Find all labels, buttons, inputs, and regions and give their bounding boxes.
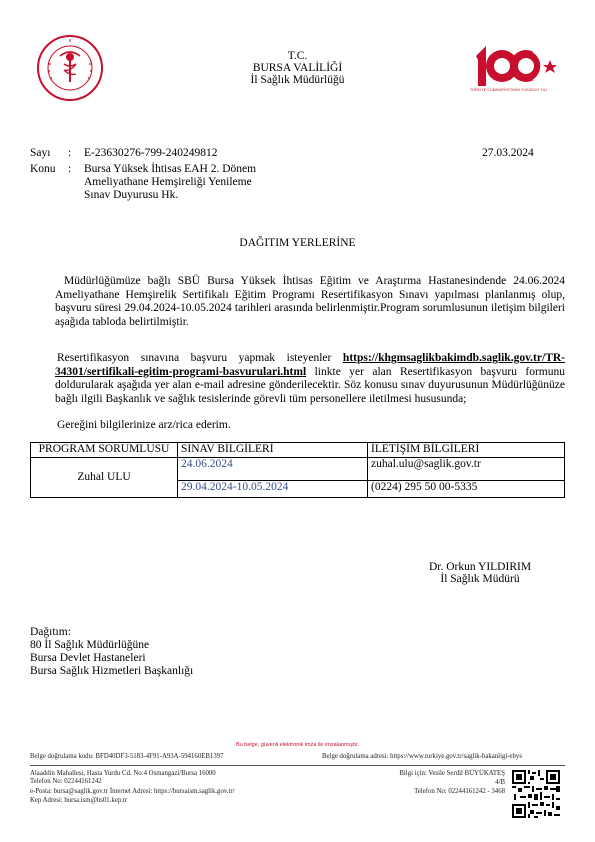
distribution-item: Bursa Sağlık Hizmetleri Başkanlığı: [30, 665, 194, 677]
header-governorship: BURSA VALİLİĞİ: [252, 62, 343, 74]
document-date: 27.03.2024: [482, 147, 534, 159]
footer-email-web[interactable]: e-Posta: bursa@saglik.gov.tr İnternet Adresi: https://bursaism.saglik.gov.tr/: [30, 788, 235, 795]
signatory-name: Dr. Orkun YILDIRIM: [428, 561, 532, 573]
contact-phone: (0224) 295 50 00-5335: [368, 481, 565, 498]
konu-label: Konu: [30, 163, 56, 175]
konu-colon: :: [68, 163, 72, 175]
header-program-responsible: PROGRAM SORUMLUSU: [31, 443, 178, 458]
footer-divider: [30, 765, 565, 766]
exam-date: 24.06.2024: [178, 458, 368, 481]
qr-code-icon: [512, 770, 560, 818]
verification-address[interactable]: Belge doğrulama adresi: https://www.turkiye.gov.tr/saglik-bakanligi-ebys: [322, 753, 522, 760]
header-line-tc: T.C.: [287, 50, 308, 62]
info-phone: Telefon No: 02244161242 - 3468: [414, 788, 505, 795]
ministry-seal-logo: [36, 34, 104, 102]
table-row: [31, 458, 565, 481]
konu-line-3: Sınav Duyurusu Hk.: [84, 189, 179, 201]
program-responsible-name: Zuhal ULU: [31, 458, 178, 498]
e-signature-note: Bu belge, güvenli elektronik imza ile imzalanmıştır.: [236, 742, 359, 748]
closing-request: Gereğini bilgilerinize arz/rica ederim.: [57, 419, 231, 431]
info-contact: Bilgi için: Vesile Serdil BÜYÜKATEŞ: [399, 770, 505, 777]
sayi-colon: :: [68, 147, 72, 159]
footer-kep: Kep Adresi: bursa.ism@hs01.kep.tr: [30, 797, 128, 804]
application-period: 29.04.2024-10.05.2024: [178, 481, 368, 498]
paragraph-2-intro: Resertifikasyon sınavına başvuru yapmak isteyenler: [57, 352, 343, 364]
info-room: 4/B: [495, 779, 505, 786]
distribution-item: 80 İl Sağlık Müdürlüğüne: [30, 639, 150, 651]
konu-line-1: Bursa Yüksek İhtisas EAH 2. Dönem: [84, 163, 257, 175]
signatory-title: İl Sağlık Müdürü: [440, 573, 520, 585]
contact-email: zuhal.ulu@saglik.gov.tr: [368, 458, 565, 481]
footer-phone: Telefon No: 02244161242: [30, 778, 102, 785]
paragraph-2: [55, 352, 565, 406]
konu-line-2: Ameliyathane Hemşireliği Yenileme: [84, 176, 252, 188]
paragraph-2-rest: linkte yer alan Resertifikasyon başvuru formunu doldurularak aşağıda yer alan e-mail adresine gönderilecektir. Söz konusu sınav duyurusunun Müdürlüğünüze bağlı ilgili Başkanlık ve sağlık tesislerinde görevli tüm personellere iletilmesi hususunda;: [55, 365, 565, 405]
application-form-link[interactable]: https://khgmsaglikbakimdb.saglik.gov.tr/TR-34301/sertifikali-egitim-programi-basvurulari.html: [55, 352, 565, 378]
footer-address: Alaaddin Mahallesi, Hasta Yurdu Cd. No:4 Osmangazi/Bursa 16000: [30, 770, 216, 777]
recipient-heading: DAĞITIM YERLERİNE: [239, 237, 356, 249]
contact-info-table: [30, 442, 565, 498]
table-header-row: [31, 443, 565, 458]
sayi-label: Sayı: [30, 147, 51, 159]
header-health-directorate: İl Sağlık Müdürlüğü: [250, 74, 345, 86]
header-contact-info: İLETİŞİM BİLGİLERİ: [368, 443, 565, 458]
paragraph-1: [55, 275, 565, 329]
paragraph-1-text: Müdürlüğümüze bağlı SBÜ Bursa Yüksek İhtisas Eğitim ve Araştırma Hastanesindende 24.06.2024 Ameliyathane Hemşirelik Sertifikalı Eğitim Programı Resertifikasyon Sınavı yapılması planlanmış olup, başvuru süresi 29.04.2024-10.05.2024 tarihleri arasında belirlenmiştir.Program sorumlusunun iletişim bilgileri aşağıda tabloda belirtilmiştir.: [55, 275, 565, 328]
verification-code: Belge doğrulama kodu: BFD40DF3-5183-4F91-A93A-594160EB1397: [30, 753, 224, 760]
header-exam-info: SINAV BİLGİLERİ: [178, 443, 368, 458]
logo-caption: TÜRKİYE CUMHURİYETİNİN YÜZÜNCÜ YILI: [470, 88, 548, 92]
distribution-item: Bursa Devlet Hastaneleri: [30, 652, 146, 664]
republic-100-year-logo: [470, 42, 560, 92]
distribution-label: Dağıtım:: [30, 626, 71, 638]
sayi-value: E-23630276-799-240249812: [84, 147, 218, 159]
